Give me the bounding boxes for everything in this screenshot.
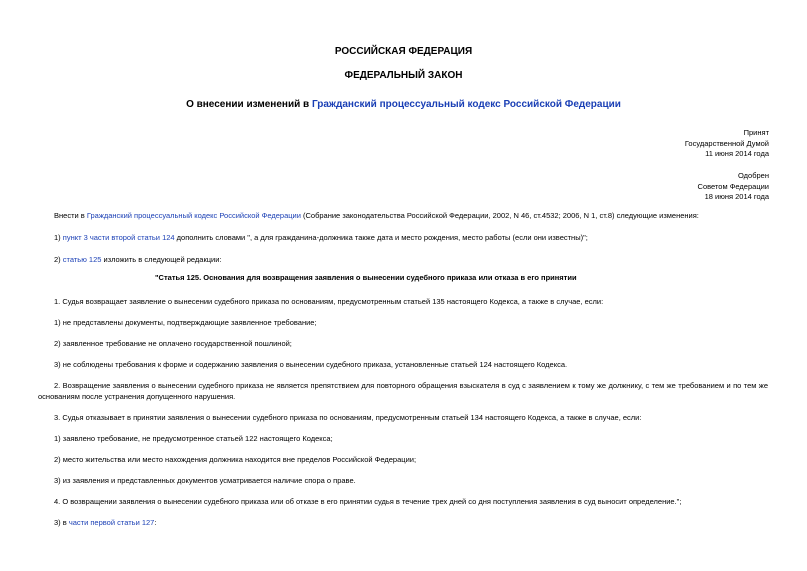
adopted-body: Государственной Думой bbox=[684, 138, 769, 148]
item-2-number: 2) bbox=[54, 255, 63, 264]
paragraph-2: 2. Возвращение заявления о вынесении судебного приказа не является препятствием для повторного обращения взыскателя в суд с заявлением к тому же должнику, с тем же требованием и по тем же основаниям после устранения допущенного нарушения. bbox=[38, 381, 768, 401]
item-3-number: 3) в bbox=[54, 518, 69, 527]
adopted-label: Принят bbox=[743, 128, 769, 137]
approved-date: 18 июня 2014 года bbox=[704, 192, 769, 201]
paragraph-3-item-2: 2) место жительства или место нахождения должника находится вне пределов Российской Федерации; bbox=[54, 455, 417, 464]
intro-code-link[interactable]: Гражданский процессуальный кодекс Российской Федерации bbox=[86, 211, 301, 220]
item-2 bbox=[38, 255, 768, 266]
paragraph-3-item-1: 1) заявлено требование, не предусмотренное статьей 122 настоящего Кодекса; bbox=[54, 434, 333, 443]
approved-block bbox=[569, 171, 769, 203]
article-heading: "Статья 125. Основания для возвращения заявления о вынесении судебного приказа или отказа в его принятии bbox=[155, 273, 577, 282]
item-1 bbox=[38, 233, 768, 244]
adopted-block bbox=[569, 128, 769, 160]
adopted-date: 11 июня 2014 года bbox=[705, 149, 769, 158]
approved-body: Советом Федерации bbox=[697, 181, 769, 191]
item-1-text: дополнить словами ", а для гражданина-должника также дата и место рождения, место работы (если они известны)"; bbox=[174, 233, 588, 242]
law-type-heading: ФЕДЕРАЛЬНЫЙ ЗАКОН bbox=[344, 70, 463, 81]
country-heading: РОССИЙСКАЯ ФЕДЕРАЦИЯ bbox=[334, 46, 473, 57]
item-3-link[interactable]: части первой статьи 127 bbox=[68, 518, 155, 527]
title-prefix: О внесении изменений в bbox=[186, 99, 312, 110]
paragraph-3-item-3: 3) из заявления и представленных документов усматривается наличие спора о праве. bbox=[54, 476, 356, 485]
item-1-link[interactable]: пункт 3 части второй статьи 124 bbox=[62, 233, 175, 242]
document-title bbox=[0, 99, 807, 110]
item-3-text: : bbox=[154, 518, 157, 527]
intro-paragraph bbox=[38, 211, 768, 222]
paragraph-1-item-2: 2) заявленное требование не оплачено государственной пошлиной; bbox=[54, 339, 292, 348]
item-3 bbox=[38, 518, 768, 529]
item-2-text: изложить в следующей редакции: bbox=[101, 255, 222, 264]
paragraph-3: 3. Судья отказывает в принятии заявления о вынесении судебного приказа по основаниям, предусмотренным статьей 134 настоящего Кодекса, а также в случае, если: bbox=[54, 413, 642, 422]
paragraph-1-item-3: 3) не соблюдены требования к форме и содержанию заявления о вынесении судебного приказа, установленные статьей 124 настоящего Кодекса. bbox=[54, 360, 568, 369]
item-1-number: 1) bbox=[54, 233, 63, 242]
paragraph-1-item-1: 1) не представлены документы, подтверждающие заявленное требование; bbox=[54, 318, 317, 327]
item-2-link[interactable]: статью 125 bbox=[62, 255, 102, 264]
approved-label: Одобрен bbox=[738, 171, 769, 180]
title-code-link[interactable]: Гражданский процессуальный кодекс Российской Федерации bbox=[311, 99, 621, 110]
intro-text-after: (Собрание законодательства Российской Федерации, 2002, N 46, ст.4532; 2006, N 1, ст.8) следующие изменения: bbox=[300, 211, 699, 220]
paragraph-4: 4. О возвращении заявления о вынесении судебного приказа или об отказе в его принятии судья в течение трех дней со дня поступления заявления в суд выносит определение."; bbox=[54, 497, 682, 506]
intro-text-before: Внести в bbox=[54, 211, 87, 220]
paragraph-1: 1. Судья возвращает заявление о вынесении судебного приказа по основаниям, предусмотренным статьей 135 настоящего Кодекса, а также в случае, если: bbox=[54, 297, 604, 306]
